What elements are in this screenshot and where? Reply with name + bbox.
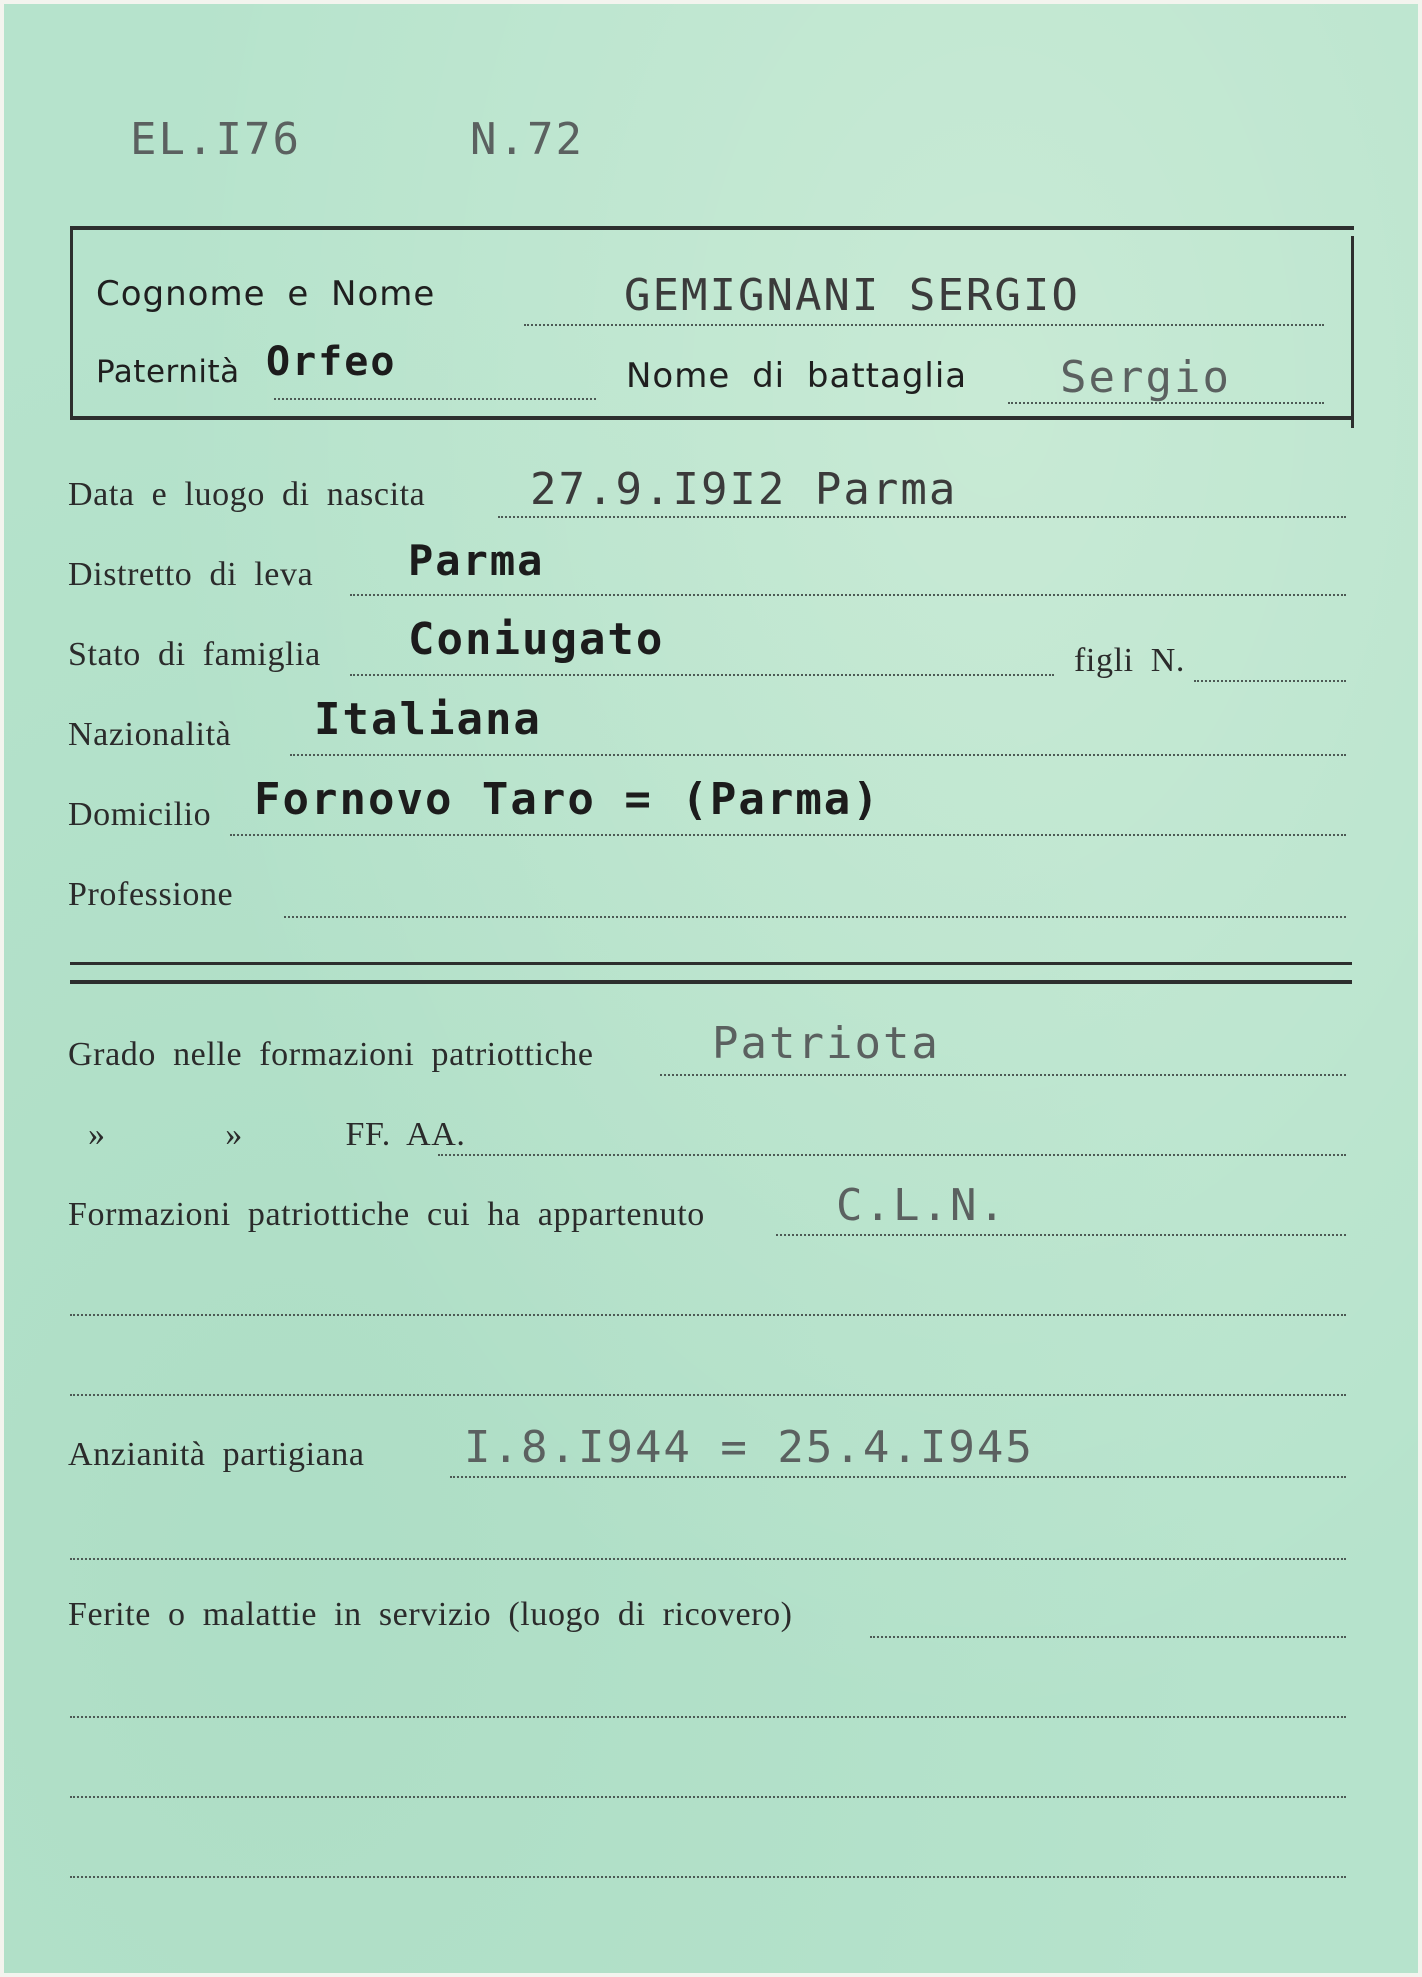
formations-label: Formazioni patriottiche cui ha appartenuto — [68, 1196, 705, 1233]
separator-top — [70, 962, 1352, 965]
wounds-label: Ferite o malattie in servizio (luogo di ricovero) — [68, 1596, 793, 1633]
family-label: Stato di famiglia — [68, 636, 321, 673]
paternity-label: Paternità — [96, 354, 240, 390]
ffaa-label: » » FF. AA. — [88, 1116, 466, 1153]
children-label: figli N. — [1074, 642, 1186, 679]
rank-label: Grado nelle formazioni patriottiche — [68, 1036, 594, 1073]
seniority-label: Anzianità partigiana — [68, 1436, 365, 1473]
seniority-value: I.8.I944 = 25.4.I945 — [464, 1422, 1034, 1473]
birth-label: Data e luogo di nascita — [68, 476, 426, 513]
separator-bottom — [70, 980, 1352, 984]
family-value: Coniugato — [408, 614, 665, 665]
domicile-label: Domicilio — [68, 796, 212, 833]
district-label: Distretto di leva — [68, 556, 314, 593]
archive-code: EL.I76 — [130, 114, 301, 165]
formations-value: C.L.N. — [836, 1180, 1007, 1231]
district-value: Parma — [408, 536, 545, 585]
rank-value: Patriota — [712, 1018, 940, 1069]
profession-label: Professione — [68, 876, 234, 913]
name-value: GEMIGNANI SERGIO — [624, 270, 1080, 321]
paternity-value: Orfeo — [266, 339, 397, 385]
birth-value: 27.9.I9I2 Parma — [530, 464, 958, 515]
battle-name-label: Nome di battaglia — [626, 356, 968, 396]
nationality-label: Nazionalità — [68, 716, 232, 753]
domicile-value: Fornovo Taro = (Parma) — [254, 774, 881, 825]
archive-number: N.72 — [470, 114, 584, 165]
battle-name-value: Sergio — [1060, 352, 1231, 403]
nationality-value: Italiana — [314, 694, 542, 745]
record-card — [4, 4, 1418, 1973]
name-label: Cognome e Nome — [96, 274, 436, 314]
